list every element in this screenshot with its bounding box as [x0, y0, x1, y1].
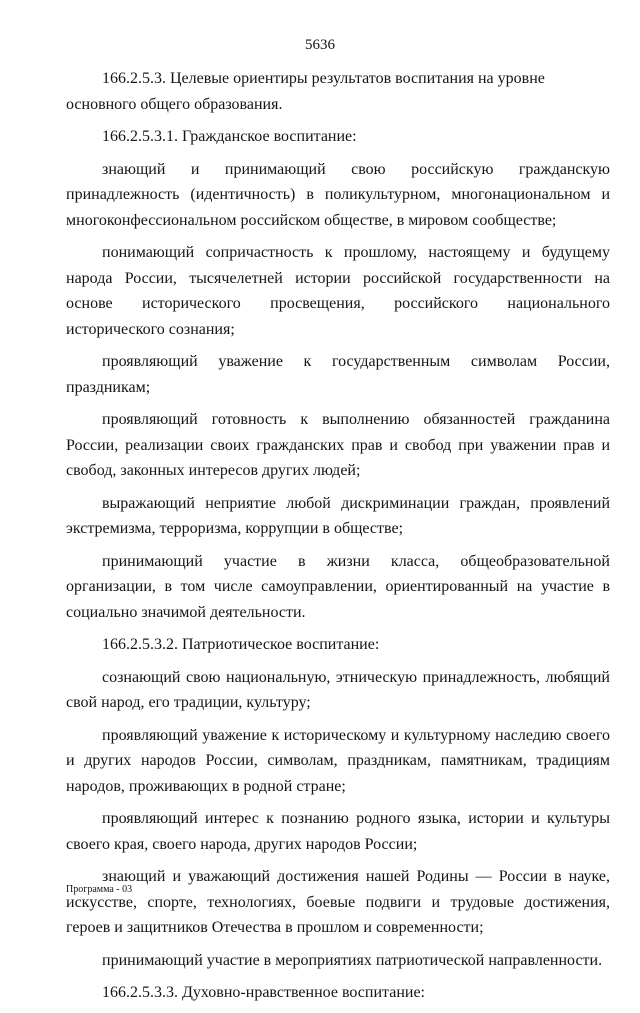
- list-item: проявляющий интерес к познанию родного языка, истории и культуры своего края, своего народа, других народов России;: [66, 810, 610, 853]
- list-item: понимающий сопричастность к прошлому, настоящему и будущему народа России, тысячелетней истории российской государственности на основе исторического просвещения, российского национального исторического сознания;: [66, 244, 610, 338]
- page-number: 5636: [305, 37, 335, 53]
- subsection-heading-civic: 166.2.5.3.1. Гражданское воспитание:: [102, 128, 357, 145]
- list-item: проявляющий уважение к государственным символам России, праздникам;: [66, 353, 610, 396]
- list-item: выражающий неприятие любой дискриминации граждан, проявлений экстремизма, терроризма, коррупции в обществе;: [66, 494, 610, 537]
- subsection-heading-spiritual-moral: 166.2.5.3.3. Духовно-нравственное воспитание:: [102, 984, 425, 1001]
- list-item: знающий и уважающий достижения нашей Родины — России в науке, искусстве, спорте, технологиях, боевые подвиги и трудовые достижения, героев и защитников Отечества в прошлом и современности;: [66, 868, 610, 936]
- list-item: знающий и принимающий свою российскую гражданскую принадлежность (идентичность) в поликультурном, многонациональном и многоконфессиональном российском обществе, в мировом сообществе;: [66, 160, 610, 229]
- footer-label: Программа - 03: [66, 884, 133, 895]
- list-item: принимающий участие в жизни класса, общеобразовательной организации, в том числе самоуправлении, ориентированный на участие в социально значимой деятельности.: [66, 552, 610, 621]
- list-item: проявляющий готовность к выполнению обязанностей гражданина России, реализации своих гражданских прав и свобод при уважении прав и свобод, законных интересов других людей;: [66, 411, 610, 479]
- document-body: [66, 66, 610, 1013]
- subsection-heading-patriotic: 166.2.5.3.2. Патриотическое воспитание:: [102, 636, 380, 653]
- list-item: проявляющий уважение к историческому и культурному наследию своего и других народов России, символам, праздникам, памятникам, традициям народов, проживающих в родной стране;: [66, 726, 610, 795]
- list-item: сознающий свою национальную, этническую принадлежность, любящий свой народ, его традиции, культуру;: [66, 668, 610, 711]
- section-heading-target-guidelines: 166.2.5.3. Целевые ориентиры результатов воспитания на уровне основного общего образования.: [66, 70, 545, 113]
- list-item: принимающий участие в мероприятиях патриотической направленности.: [102, 951, 603, 969]
